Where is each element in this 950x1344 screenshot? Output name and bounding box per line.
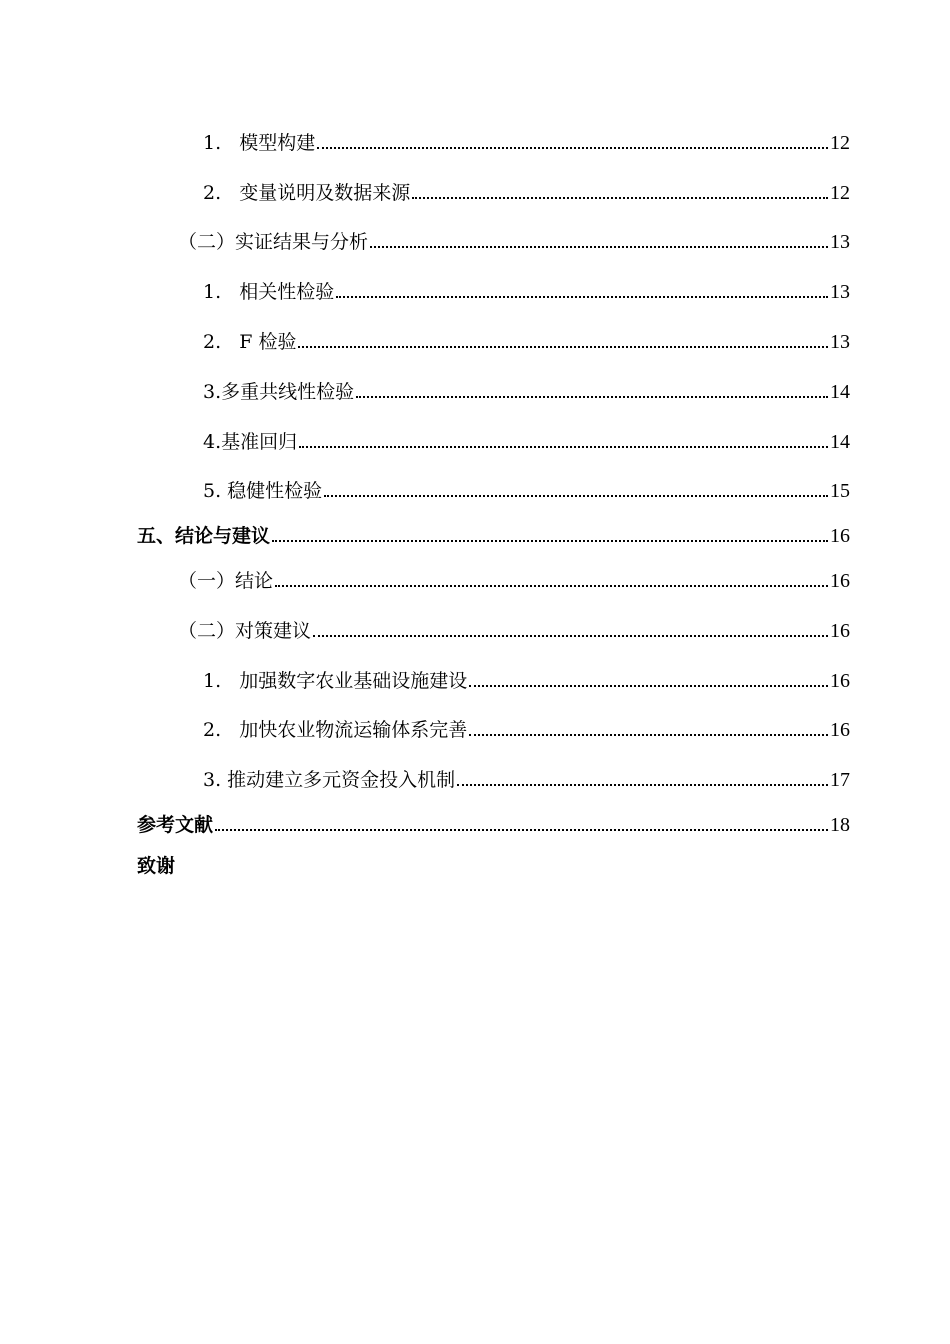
toc-page-number: 14: [830, 381, 850, 403]
toc-entry-label: （二）对策建议: [178, 620, 312, 642]
toc-entry-correlation-test[interactable]: [203, 275, 850, 303]
toc-entry-label: 1. 模型构建: [203, 132, 316, 154]
toc-entry-references[interactable]: [137, 808, 850, 836]
toc-page-number: 17: [830, 769, 850, 791]
toc-entry-label: 5. 稳健性检验: [203, 480, 323, 502]
toc-dot-leader: [299, 446, 828, 448]
toc-entry-label: 4.基准回归: [203, 431, 298, 453]
toc-dot-leader: [275, 585, 828, 587]
toc-dot-leader: [298, 346, 828, 348]
toc-entry-diversified-funding[interactable]: [203, 763, 850, 791]
toc-page-number: 12: [830, 182, 850, 204]
toc-entry-empirical-results[interactable]: [178, 225, 850, 253]
toc-entry-model-construction[interactable]: [203, 126, 850, 154]
toc-entry-label: 2. 变量说明及数据来源: [203, 182, 411, 204]
toc-page-number: 12: [830, 132, 850, 154]
toc-page-number: 13: [830, 281, 850, 303]
toc-dot-leader: [412, 197, 828, 199]
toc-dot-leader: [356, 396, 828, 398]
toc-entry-label: 3.多重共线性检验: [203, 381, 355, 403]
toc-entry-label: 2. F 检验: [203, 331, 297, 353]
toc-dot-leader: [469, 685, 828, 687]
toc-entry-robustness-test[interactable]: [203, 474, 850, 502]
toc-entry-conclusions-suggestions[interactable]: [137, 519, 850, 547]
toc-entry-label: 2. 加快农业物流运输体系完善: [203, 719, 468, 741]
toc-dot-leader: [469, 734, 828, 736]
toc-dot-leader: [336, 296, 828, 298]
toc-page-number: 16: [830, 570, 850, 592]
toc-dot-leader: [317, 147, 828, 149]
toc-entry-conclusion[interactable]: [178, 564, 850, 592]
toc-entry-digital-agri-infrastructure[interactable]: [203, 664, 850, 692]
toc-entry-label: （一）结论: [178, 570, 274, 592]
toc-dot-leader: [457, 784, 828, 786]
toc-entry-acknowledgements[interactable]: [137, 849, 176, 877]
toc-dot-leader: [370, 246, 828, 248]
toc-entry-f-test[interactable]: [203, 325, 850, 353]
toc-entry-agri-logistics-system[interactable]: [203, 713, 850, 741]
toc-entry-label: 1. 相关性检验: [203, 281, 335, 303]
toc-page-number: 13: [830, 331, 850, 353]
toc-page-number: 15: [830, 480, 850, 502]
toc-entry-label: （二）实证结果与分析: [178, 231, 369, 253]
toc-page-number: 16: [830, 525, 850, 547]
toc-entry-policy-suggestions[interactable]: [178, 614, 850, 642]
toc-dot-leader: [313, 635, 828, 637]
toc-entry-label: 参考文献: [137, 814, 214, 836]
toc-page-number: 18: [830, 814, 850, 836]
toc-dot-leader: [324, 495, 828, 497]
toc-entry-label: 五、结论与建议: [137, 525, 271, 547]
toc-dot-leader: [272, 540, 828, 542]
toc-page-number: 16: [830, 670, 850, 692]
toc-dot-leader: [215, 829, 828, 831]
toc-entry-label: 1. 加强数字农业基础设施建设: [203, 670, 468, 692]
toc-entry-baseline-regression[interactable]: [203, 425, 850, 453]
toc-page-number: 16: [830, 719, 850, 741]
toc-page-number: 14: [830, 431, 850, 453]
toc-entry-label: 致谢: [137, 855, 176, 877]
toc-entry-multicollinearity-test[interactable]: [203, 375, 850, 403]
toc-entry-variables-data-source[interactable]: [203, 176, 850, 204]
toc-page-number: 16: [830, 620, 850, 642]
toc-entry-label: 3. 推动建立多元资金投入机制: [203, 769, 456, 791]
toc-page-number: 13: [830, 231, 850, 253]
